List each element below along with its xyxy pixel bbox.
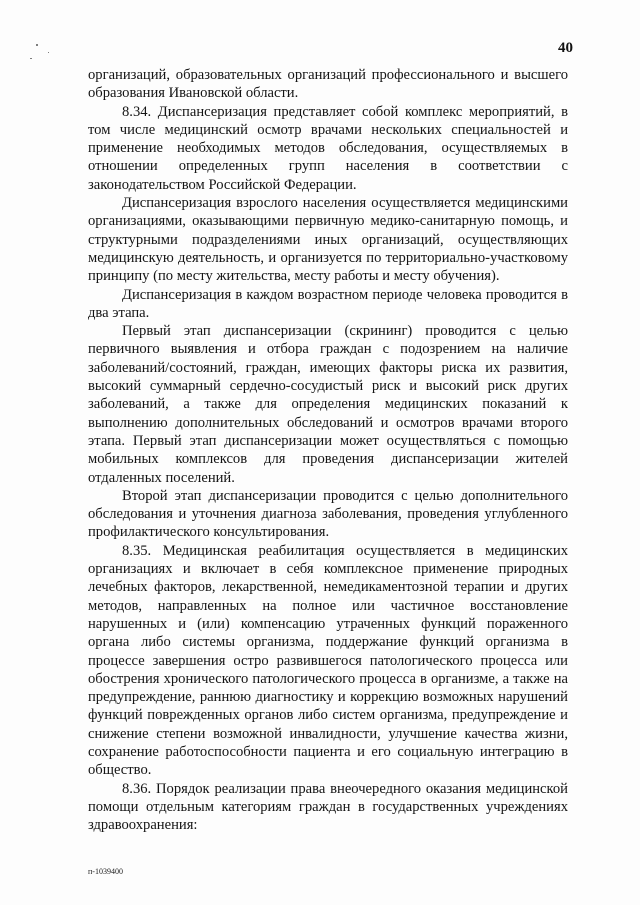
- paragraph-dispensary-adults: Диспансеризация взрослого населения осуществляется медицинскими организациями, оказывающими первичную медико-санитарную помощь, и структурными подразделениями иных организаций, осуществляющих медицинскую деятельность, и организуется по территориально-участковому принципу (по месту жительства, месту работы и месту обучения).: [88, 195, 568, 285]
- document-body: [88, 66, 568, 834]
- paragraph-8-34: 8.34. Диспансеризация представляет собой комплекс мероприятий, в том числе медицинский осмотр врачами нескольких специальностей и применение необходимых методов обследования, осуществляемых в отношении определенных групп населения в соответствии с законодательством Российской Федерации.: [88, 103, 568, 193]
- paragraph-second-stage: Второй этап диспансеризации проводится с целью дополнительного обследования и уточнения диагноза заболевания, проведения углубленного профилактического консультирования.: [88, 487, 568, 541]
- paragraph-continuation: организаций, образовательных организаций профессионального и высшего образования Ивановской области.: [88, 67, 568, 102]
- paragraph-two-stages: Диспансеризация в каждом возрастном периоде человека проводится в два этапа.: [88, 286, 568, 321]
- scan-speck: [30, 58, 32, 59]
- page-number: 40: [558, 40, 573, 56]
- paragraph-8-35: 8.35. Медицинская реабилитация осуществляется в медицинских организациях и включает в себя комплексное применение природных лечебных факторов, лекарственной, немедикаментозной терапии и других методов, направленных на полное или частичное восстановление нарушенных и (или) компенсацию утраченных функций пораженного органа либо системы организма, поддержание функций организма в процессе завершения остро развившегося патологического процесса или обострения хронического патологического процесса в организме, а также на предупреждение, раннюю диагностику и коррекцию возможных нарушений функций поврежденных органов либо систем организма, предупреждение и снижение степени возможной инвалидности, улучшение качества жизни, сохранение работоспособности пациента и его социальную интеграцию в общество.: [88, 542, 568, 779]
- scan-speck: [48, 52, 49, 53]
- paragraph-8-36: 8.36. Порядок реализации права внеочередного оказания медицинской помощи отдельным категориям граждан в государственных учреждениях здравоохранения:: [88, 780, 568, 834]
- document-code: п-1039400: [88, 867, 123, 876]
- scan-speck: [36, 44, 38, 46]
- paragraph-first-stage: Первый этап диспансеризации (скрининг) проводится с целью первичного выявления и отбора граждан с подозрением на наличие заболеваний/состояний, граждан, имеющих факторы риска их развития, высокий суммарный сердечно-сосудистый риск и высокий риск других заболеваний, а также для определения медицинских показаний к выполнению дополнительных обследований и осмотров врачами второго этапа. Первый этап диспансеризации может осуществляться с помощью мобильных комплексов для проведения диспансеризации жителей отдаленных поселений.: [88, 323, 568, 486]
